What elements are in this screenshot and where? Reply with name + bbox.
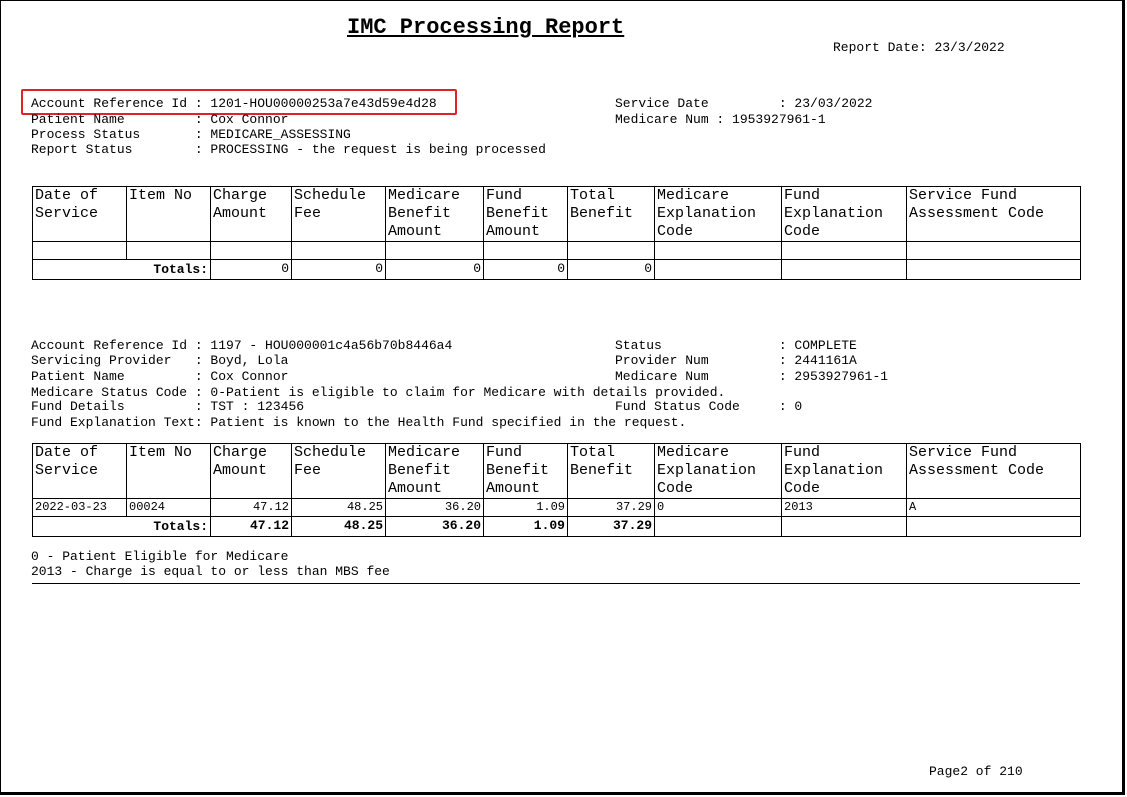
cell (484, 242, 568, 260)
servicing-provider: Servicing Provider : Boyd, Lola (31, 353, 289, 368)
table-header-row (33, 444, 1081, 499)
cell-medicare-explanation-code: 0 (655, 499, 782, 517)
fund-details: Fund Details : TST : 123456 (31, 399, 305, 414)
header-cell: Schedule Fee (292, 187, 386, 242)
patient-name: Patient Name : Cox Connor (31, 112, 289, 127)
header-cell: Service Fund Assessment Code (907, 444, 1081, 499)
totals-row (33, 260, 1081, 280)
cell (782, 517, 907, 537)
cell-medicare-benefit: 36.20 (386, 499, 484, 517)
account-reference-id: Account Reference Id : 1197 - HOU000001c4a56b70b8446a4 (31, 338, 453, 353)
cell-item-no: 00024 (127, 499, 211, 517)
cell (907, 260, 1081, 280)
cell (907, 517, 1081, 537)
patient-name: Patient Name : Cox Connor (31, 369, 289, 384)
fund-status-code: Fund Status Code : 0 (615, 399, 803, 414)
header-cell: Date of Service (33, 444, 127, 499)
header-cell: Item No (127, 187, 211, 242)
header-cell: Medicare Explanation Code (655, 187, 782, 242)
header-cell: Schedule Fee (292, 444, 386, 499)
header-cell: Total Benefit (568, 187, 655, 242)
total-charge: 47.12 (211, 517, 292, 537)
header-cell: Service Fund Assessment Code (907, 187, 1081, 242)
cell (655, 517, 782, 537)
services-table-1 (32, 186, 1081, 280)
cell-total-benefit: 37.29 (568, 499, 655, 517)
total-medicare-benefit: 0 (386, 260, 484, 280)
totals-label: Totals: (33, 517, 211, 537)
table-row (33, 499, 1081, 517)
cell (211, 242, 292, 260)
provider-num: Provider Num : 2441161A (615, 353, 857, 368)
cell (782, 260, 907, 280)
process-status: Process Status : MEDICARE_ASSESSING (31, 127, 351, 142)
cell (655, 242, 782, 260)
cell-charge-amount: 47.12 (211, 499, 292, 517)
account-reference-id: Account Reference Id : 1201-HOU00000253a7e43d59e4d28 (31, 96, 437, 111)
header-cell: Charge Amount (211, 187, 292, 242)
report-date: Report Date: 23/3/2022 (833, 40, 1005, 55)
cell (292, 242, 386, 260)
cell-service-fund-assessment-code: A (907, 499, 1081, 517)
medicare-status-code: Medicare Status Code : 0-Patient is eligible to claim for Medicare with details provided. (31, 385, 726, 400)
fund-explanation-text: Fund Explanation Text: Patient is known to the Health Fund specified in the request. (31, 415, 687, 430)
totals-label: Totals: (33, 260, 211, 280)
cell-fund-explanation-code: 2013 (782, 499, 907, 517)
service-date: Service Date : 23/03/2022 (615, 96, 873, 111)
header-cell: Medicare Benefit Amount (386, 187, 484, 242)
header-cell: Fund Explanation Code (782, 187, 907, 242)
total-schedule-fee: 48.25 (292, 517, 386, 537)
header-cell: Medicare Benefit Amount (386, 444, 484, 499)
totals-row (33, 517, 1081, 537)
report-title: IMC Processing Report (347, 15, 625, 40)
header-cell: Total Benefit (568, 444, 655, 499)
table-header-row (33, 187, 1081, 242)
total-medicare-benefit: 36.20 (386, 517, 484, 537)
cell-fund-benefit: 1.09 (484, 499, 568, 517)
divider (32, 583, 1080, 584)
cell-schedule-fee: 48.25 (292, 499, 386, 517)
note-line: 2013 - Charge is equal to or less than MBS fee (31, 564, 390, 579)
page-number: Page2 of 210 (929, 764, 1023, 779)
total-benefit: 37.29 (568, 517, 655, 537)
header-cell: Fund Benefit Amount (484, 444, 568, 499)
cell (568, 242, 655, 260)
total-schedule-fee: 0 (292, 260, 386, 280)
total-charge: 0 (211, 260, 292, 280)
header-cell: Fund Explanation Code (782, 444, 907, 499)
status: Status : COMPLETE (615, 338, 857, 353)
report-status: Report Status : PROCESSING - the request is being processed (31, 142, 546, 157)
header-cell: Item No (127, 444, 211, 499)
medicare-num: Medicare Num : 2953927961-1 (615, 369, 889, 384)
header-cell: Date of Service (33, 187, 127, 242)
header-cell: Medicare Explanation Code (655, 444, 782, 499)
total-benefit: 0 (568, 260, 655, 280)
header-cell: Fund Benefit Amount (484, 187, 568, 242)
cell (33, 242, 127, 260)
cell (127, 242, 211, 260)
cell (655, 260, 782, 280)
medicare-num: Medicare Num : 1953927961-1 (615, 112, 826, 127)
cell (386, 242, 484, 260)
services-table-2 (32, 443, 1081, 537)
cell (907, 242, 1081, 260)
header-cell: Charge Amount (211, 444, 292, 499)
cell-date-of-service: 2022-03-23 (33, 499, 127, 517)
total-fund-benefit: 0 (484, 260, 568, 280)
table-row (33, 242, 1081, 260)
total-fund-benefit: 1.09 (484, 517, 568, 537)
cell (782, 242, 907, 260)
note-line: 0 - Patient Eligible for Medicare (31, 549, 289, 564)
